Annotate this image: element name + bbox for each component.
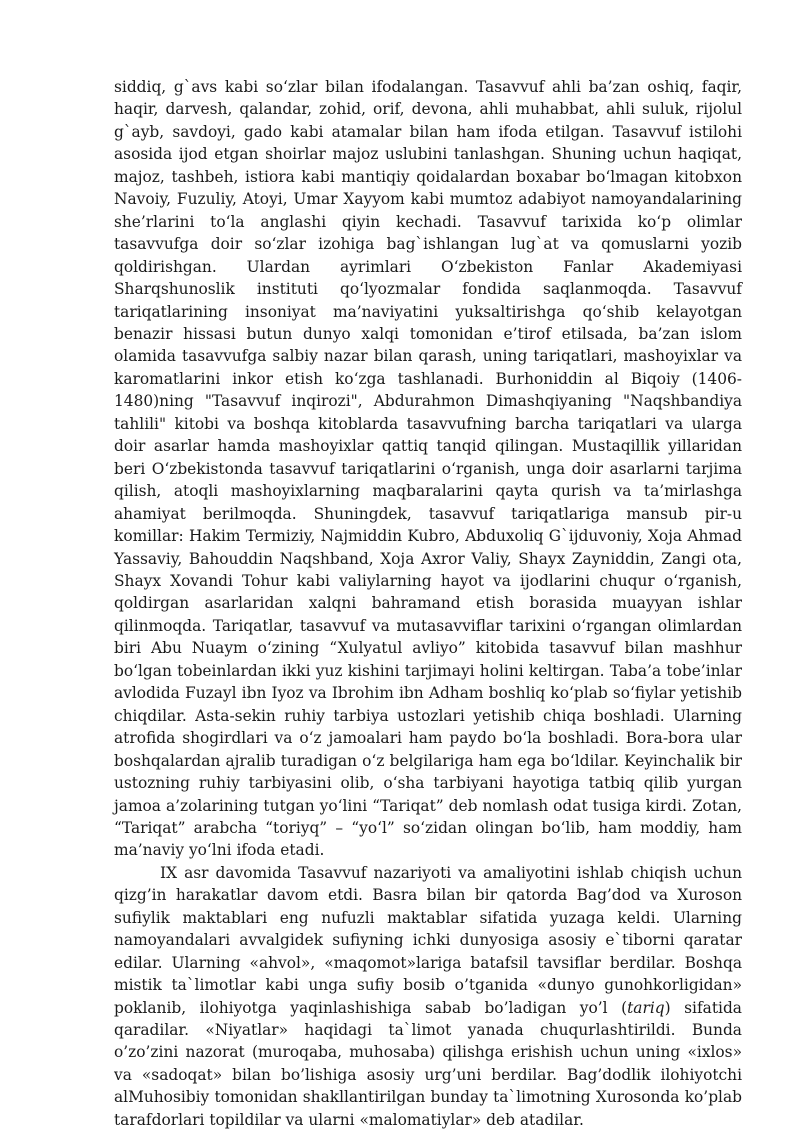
paragraph-tasavvuf-terms: siddiq, g`avs kabi so‘zlar bilan ifodalangan. Tasavvuf ahli ba’zan oshiq, faqir, haqir, darvesh, qalandar, zohid, orif, devona, ahli muhabbat, ahli suluk, rijolul g`ayb, savdoyi, gado kabi atamalar bilan ham ifoda etilgan. Tasavvuf istilohi asosida ijod etgan shoirlar majoz uslubini tanlashgan. Shuning uchun haqiqat, majoz, tashbeh, istiora kabi mantiqiy qoidalardan boxabar bo‘lmagan kitobxon Navoiy, Fuzuliy, Atoyi, Umar Xayyom kabi mumtoz adabiyot namoyandalarining she’rlarini to‘la anglashi qiyin kechadi. Tasavvuf tarixida ko‘p olimlar tasavvufga doir so‘zlar izohiga bag`ishlangan lug`at va qomuslarni yozib qoldirishgan. Ulardan ayrimlari O‘zbekiston Fanlar Akademiyasi Sharqshunoslik instituti qo‘lyozmalar fondida saqlanmoqda. Tasavvuf tariqatlarining insoniyat ma’naviyatini yuksaltirishga qo‘shib kelayotgan benazir hissasi butun dunyo xalqi tomonidan e’tirof etilsada, ba’zan islom olamida tasavvufga salbiy nazar bilan qarash, uning tariqatlari, mashoyixlar va karomatlarini inkor etish ko‘zga tashlanadi. Burhoniddin al Biqoiy (1406-1480)ning "Tasavvuf inqirozi", Abdurahmon Dimashqiyaning "Naqshbandiya tahlili" kitobi va boshqa kitoblarda tasavvufning barcha tariqatlari va ularga doir asarlar hamda mashoyixlar qattiq tanqid qilingan. Mustaqillik yillaridan beri O‘zbekistonda tasavvuf tariqatlarini o‘rganish, unga doir asarlarni tarjima qilish, atoqli mashoyixlarning maqbaralarini qayta qurish va ta’mirlashga ahamiyat berilmoqda. Shuningdek, tasavvuf tariqatlariga mansub pir-u komillar: Hakim Termiziy, Najmiddin Kubro, Abduxoliq G`ijduvoniy, Xoja Ahmad Yassaviy, Bahouddin Naqshband, Xoja Axror Valiy, Shayx Zayniddin, Zangi ota, Shayx Xovandi Tohur kabi valiylarning hayot va ijodlarini chuqur o‘rganish, qoldirgan asarlaridan xalqni bahramand etish borasida muayyan ishlar qilinmoqda. Tariqatlar, tasavvuf va mutasavviflar tarixini o‘rgangan olimlardan biri Abu Nuaym o‘zining “Xulyatul avliyo” kitobida tasavvuf bilan mashhur bo‘lgan tobeinlardan ikki yuz kishini tarjimayi holini keltirgan. Taba’a tobe’inlar avlodida Fuzayl ibn Iyoz va Ibrohim ibn Adham boshliq ko‘plab so‘fiylar yetishib chiqdilar. Asta-sekin ruhiy tarbiya ustozlari yetishib chiqa boshladi. Ularning atrofida shogirdlari va o‘z jamoalari ham paydo bo‘la boshladi. Bora-bora ular boshqalardan ajralib turadigan o‘z belgilariga ham ega bo‘ldilar. Keyinchalik bir ustozning ruhiy tarbiyasini olib, o‘sha tarbiyani hayotiga tatbiq qilib yurgan jamoa a’zolarining tutgan yo‘lini “Tariqat” deb nomlash odat tusiga kirdi. Zotan, “Tariqat” arabcha “toriyq” – “yo‘l” so‘zidan olingan bo‘lib, ham moddiy, ham ma’naviy yo‘lni ifoda etadi.	[114, 78, 742, 860]
paragraph-ix-century	[114, 862, 742, 1131]
document-page	[114, 76, 742, 1131]
paragraph-ix-century-after: ) sifatida qaradilar. «Niyatlar» haqidagi ta`limot yanada chuqurlashtirildi. Bunda o’zo’zini nazorat (muroqaba, muhosaba) qilishga erishish uchun uning «ixlos» va «sadoqat» bilan bo’lishiga asosiy urg’uni berdilar. Bag’dodlik ilohiyotchi alMuhosibiy tomonidan shakllantirilgan bunday ta`limotning Xurosonda ko’plab tarafdorlari topildilar va ularni «malomatiylar» deb atadilar.	[114, 998, 742, 1129]
paragraph-ix-century-before: IX asr davomida Tasavvuf nazariyoti va amaliyotini ishlab chiqish uchun qizg’in harakatlar davom etdi. Basra bilan bir qatorda Bag’dod va Xuroson sufiylik maktablari eng nufuzli maktablar sifatida yuzaga keldi. Ularning namoyandalari avvalgidek sufiyning ichki dunyosiga asosiy e`tiborni qaratar edilar. Ularning «ahvol», «maqomot»lariga batafsil tavsiflar berdilar. Boshqa mistik ta`limotlar kabi unga sufiy bosib o’tganida «dunyo gunohkorligidan» poklanib, ilohiyotga yaqinlashishiga sabab bo’ladigan yo’l (	[114, 863, 742, 1017]
paragraph-ix-century-italic-term: tariq	[627, 998, 665, 1017]
